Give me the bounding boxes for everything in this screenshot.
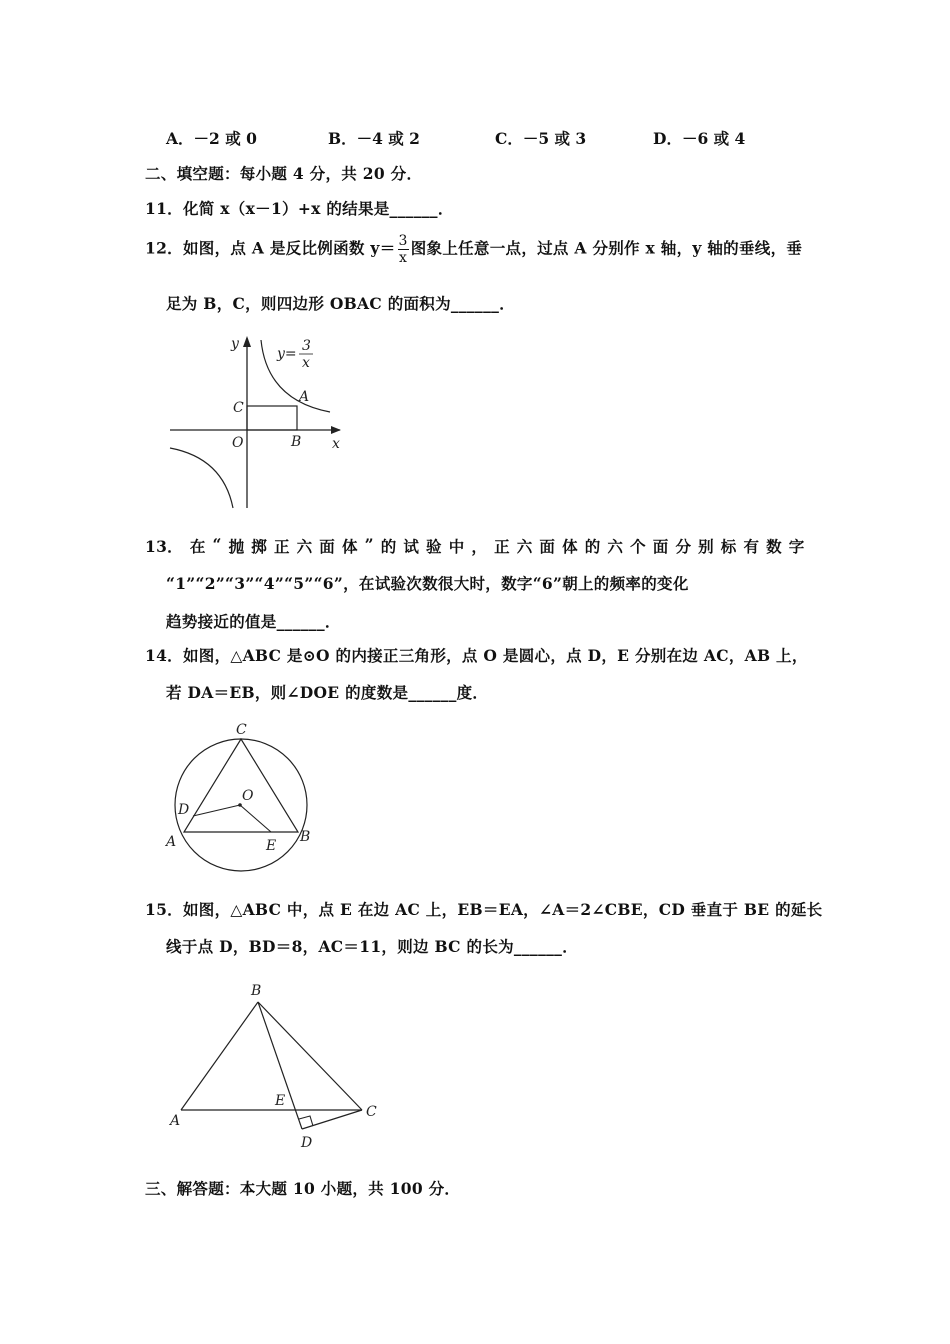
- q13-char: 有: [743, 537, 760, 556]
- curve-label-den: x: [302, 355, 310, 371]
- q13-char: 六: [516, 537, 533, 556]
- question-13-line1: [145, 535, 805, 557]
- label-b: B: [291, 434, 302, 450]
- label-b: B: [300, 829, 311, 845]
- fraction: [398, 233, 409, 266]
- question-12-line1: [145, 233, 802, 266]
- question-14-line2: 若 DA＝EB，则∠DOE 的度数是______度．: [166, 683, 489, 702]
- hyperbola-branch-2: [170, 448, 233, 508]
- q13-char: 面: [539, 537, 556, 556]
- label-o: O: [232, 435, 244, 451]
- label-c: C: [236, 722, 247, 738]
- label-d: D: [178, 802, 190, 818]
- q12-figure: [165, 330, 355, 515]
- y-axis-arrow: [243, 336, 251, 347]
- rectangle-obac: [247, 406, 297, 430]
- label-x: x: [332, 436, 340, 452]
- q13-char: 面: [319, 537, 336, 556]
- q13-char: 正: [494, 537, 510, 556]
- option-c: C．－5 或 3: [495, 129, 587, 148]
- q13-char: 数: [766, 537, 782, 556]
- q13-char: 中: [448, 537, 465, 556]
- x-axis-arrow: [331, 426, 341, 434]
- option-b: B．－4 或 2: [328, 129, 420, 148]
- fraction-denominator: x: [399, 250, 408, 266]
- question-14-line1: 14．如图，△ABC 是⊙O 的内接正三角形，点 O 是圆心，点 D，E 分别在边 AC，AB 上，: [145, 646, 808, 665]
- q13-char: 掷: [251, 537, 268, 556]
- question-13-line3: 趋势接近的值是______．: [166, 612, 341, 631]
- q13-char: 体: [562, 537, 578, 556]
- q14-figure: [160, 715, 325, 875]
- label-e: E: [275, 1093, 286, 1109]
- label-a: A: [299, 389, 310, 405]
- q13-char: 在: [189, 537, 206, 556]
- label-a: A: [170, 1113, 181, 1129]
- q13-char: 试: [403, 537, 420, 556]
- q13-char: 字: [788, 537, 805, 556]
- label-e: E: [266, 838, 277, 854]
- q13-char: 13．: [145, 537, 183, 556]
- label-c: C: [233, 400, 244, 416]
- curve-label: y=: [277, 346, 297, 362]
- q12-text-before: 12．如图，点 A 是反比例函数 y＝: [145, 238, 396, 258]
- q15-figure: [165, 975, 385, 1150]
- right-angle-mark: [299, 1116, 313, 1126]
- question-12-line2: 足为 B，C，则四边形 OBAC 的面积为______．: [166, 294, 515, 313]
- q12-text-after: 图象上任意一点，过点 A 分别作 x 轴，y 轴的垂线，垂: [410, 238, 803, 258]
- q13-char: 标: [720, 537, 737, 556]
- section-3-heading: 三、解答题：本大题 10 小题，共 100 分．: [145, 1179, 461, 1198]
- q13-char: 的: [380, 537, 397, 556]
- q13-char: 体: [341, 537, 358, 556]
- section-2-heading: 二、填空题：每小题 4 分，共 20 分．: [145, 164, 423, 183]
- question-15-line2: 线于点 D，BD＝8，AC＝11，则边 BC 的长为______．: [166, 937, 579, 956]
- label-y: y: [231, 336, 239, 352]
- q13-char: 六: [296, 537, 313, 556]
- q13-char: 六: [607, 537, 624, 556]
- q13-char: ”: [364, 535, 374, 554]
- q13-char: 分: [675, 537, 692, 556]
- option-d: D．－6 或 4: [653, 129, 746, 148]
- option-a: A．－2 或 0: [166, 129, 257, 148]
- q13-char: 正: [273, 537, 290, 556]
- label-d: D: [301, 1135, 313, 1151]
- q13-char: ，: [471, 537, 488, 556]
- question-11: 11．化简 x（x－1）+x 的结果是______．: [145, 199, 454, 218]
- segment-bc: [258, 1002, 362, 1110]
- question-15-line1: 15．如图，△ABC 中，点 E 在边 AC 上，EB＝EA，∠A＝2∠CBE，CD 垂直于 BE 的延长: [145, 900, 823, 919]
- q13-char: 别: [698, 537, 714, 556]
- label-a: A: [166, 834, 177, 850]
- question-13-line2: “1”“2”“3”“4”“5”“6”，在试验次数很大时，数字“6”朝上的频率的变化: [166, 574, 689, 593]
- label-b: B: [251, 983, 262, 999]
- segment-ab: [181, 1002, 258, 1110]
- curve-label-num: 3: [302, 338, 311, 354]
- q13-char: “: [212, 535, 222, 554]
- q13-char: 的: [584, 537, 601, 556]
- q13-char: 个: [630, 537, 646, 556]
- label-o: O: [242, 788, 254, 804]
- q13-char: 抛: [228, 537, 245, 556]
- q13-char: 验: [426, 537, 442, 556]
- label-c: C: [366, 1104, 377, 1120]
- fraction-numerator: 3: [398, 233, 408, 249]
- segment-oe: [240, 805, 271, 832]
- q13-char: 面: [652, 537, 669, 556]
